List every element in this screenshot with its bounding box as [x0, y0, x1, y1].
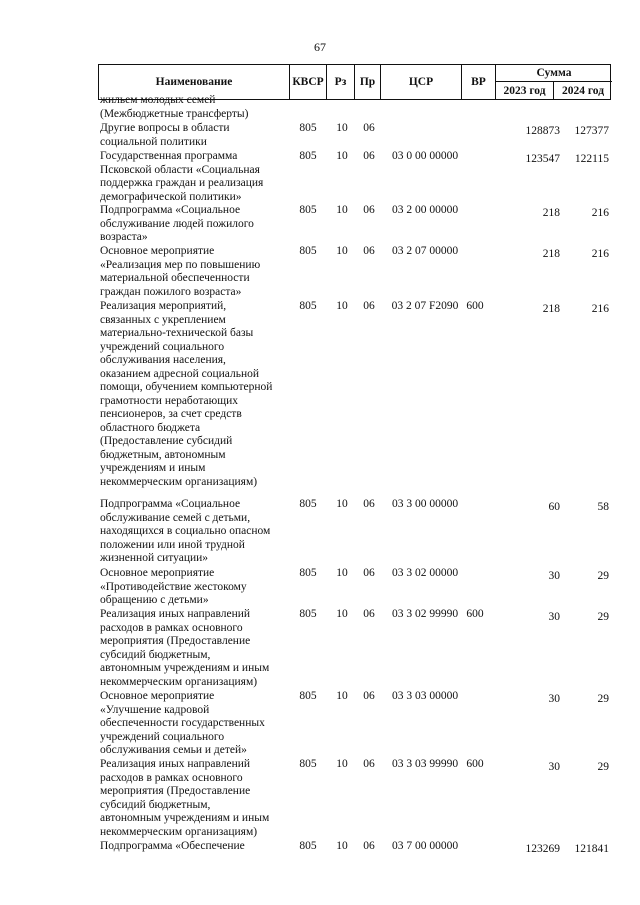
cell-rz: 10: [336, 204, 348, 216]
row-name-line: материальной обеспеченности: [100, 272, 250, 284]
row-name: [100, 94, 282, 121]
row-name-line: Основное мероприятие: [100, 245, 215, 257]
header-vr: ВР: [462, 65, 496, 99]
header-sum: Сумма: [496, 65, 612, 82]
row-name-line: «Противодействие жестокому: [100, 580, 247, 593]
cell-kvsr: 805: [299, 567, 317, 579]
cell-pr: 06: [363, 122, 375, 134]
row-name-line: некоммерческим организациям): [100, 825, 258, 838]
row-name-line: Подпрограмма «Обеспечение: [100, 840, 245, 852]
row-name-line: Основное мероприятие: [100, 567, 215, 579]
header-rz: Рз: [327, 65, 355, 99]
row-name: [100, 608, 282, 689]
row-name: [100, 245, 282, 299]
cell-2024: 121841: [574, 843, 609, 855]
header-kvsr: КВСР: [290, 65, 327, 99]
cell-kvsr: 805: [299, 204, 317, 216]
cell-csr: 03 3 00 00000: [391, 498, 459, 510]
row-name-line: оказанием адресной социальной: [100, 367, 260, 380]
row-name-line: (Предоставление субсидий: [100, 435, 233, 447]
row-name: [100, 300, 282, 489]
cell-pr: 06: [363, 758, 375, 770]
cell-rz: 10: [336, 498, 348, 510]
row-name-line: областного бюджета: [100, 421, 201, 434]
cell-2023: 128873: [525, 125, 560, 137]
cell-2023: 218: [542, 303, 560, 315]
row-name-line: помощи, обучением компьютерной: [100, 381, 273, 393]
cell-kvsr: 805: [299, 245, 317, 257]
cell-csr: 03 3 02 00000: [391, 567, 459, 579]
cell-rz: 10: [336, 245, 348, 257]
cell-2024: 58: [597, 501, 609, 513]
row-name: [100, 567, 282, 608]
cell-kvsr: 805: [299, 608, 317, 620]
cell-2024: 216: [591, 303, 609, 315]
row-name-line: (Межбюджетные трансферты): [100, 107, 249, 120]
cell-2024: 29: [597, 761, 609, 773]
row-name-line: положении или иной трудной: [100, 538, 245, 551]
header-name: Наименование: [99, 65, 290, 99]
cell-pr: 06: [363, 300, 375, 312]
row-name-line: грамотности неработающих: [100, 394, 239, 407]
row-name-line: автономным учреждениям и иным: [100, 812, 270, 824]
cell-pr: 06: [363, 840, 375, 852]
cell-kvsr: 805: [299, 498, 317, 510]
row-name-line: учреждениям и иным: [100, 462, 206, 474]
row-name-line: субсидий бюджетным,: [100, 798, 211, 811]
cell-rz: 10: [336, 567, 348, 579]
row-name-line: расходов в рамках основного: [100, 621, 243, 634]
row-name: [100, 690, 282, 758]
cell-pr: 06: [363, 245, 375, 257]
row-name-line: Реализация иных направлений: [100, 758, 251, 770]
cell-2024: 216: [591, 207, 609, 219]
cell-csr: 03 7 00 00000: [391, 840, 459, 852]
header-year-2024: 2024 год: [561, 84, 605, 97]
cell-pr: 06: [363, 204, 375, 216]
cell-rz: 10: [336, 840, 348, 852]
cell-2024: 216: [591, 248, 609, 260]
cell-2023: 60: [548, 501, 560, 513]
row-name-line: социальной политики: [100, 135, 207, 148]
row-name-line: находящихся в социально опасном: [100, 525, 271, 537]
cell-vr: 600: [466, 758, 484, 770]
row-name-line: субсидий бюджетным,: [100, 648, 211, 661]
cell-pr: 06: [363, 150, 375, 162]
row-name-line: Подпрограмма «Социальное: [100, 498, 241, 510]
header-year-2023: 2023 год: [496, 82, 554, 99]
cell-2023: 30: [548, 611, 560, 623]
cell-csr: 03 3 03 00000: [391, 690, 459, 702]
cell-csr: 03 2 00 00000: [391, 204, 459, 216]
cell-rz: 10: [336, 758, 348, 770]
row-name-line: «Улучшение кадровой: [100, 703, 210, 716]
cell-pr: 06: [363, 690, 375, 702]
row-name-line: Реализация мероприятий,: [100, 300, 227, 312]
cell-vr: 600: [466, 300, 484, 312]
header-pr: Пр: [355, 65, 381, 99]
cell-2023: 30: [548, 761, 560, 773]
cell-kvsr: 805: [299, 300, 317, 312]
row-name-line: бюджетным, автономным: [100, 448, 226, 461]
cell-2024: 122115: [574, 153, 609, 165]
row-name-line: обслуживание семей с детьми,: [100, 511, 251, 524]
row-name: [100, 122, 282, 149]
row-name-line: учреждений социального: [100, 730, 225, 743]
row-name-line: расходов в рамках основного: [100, 771, 243, 784]
header-csr: ЦСР: [381, 65, 462, 99]
page-number: 67: [314, 40, 326, 54]
row-name-line: пенсионеров, за счет средств: [100, 408, 242, 420]
row-name-line: учреждений социального: [100, 340, 225, 353]
row-name-line: Реализация иных направлений: [100, 608, 251, 620]
row-name-line: обслуживания населения,: [100, 354, 226, 366]
cell-vr: 600: [466, 608, 484, 620]
row-name-line: автономным учреждениям и иным: [100, 662, 270, 674]
row-name: [100, 498, 282, 566]
row-name-line: Другие вопросы в области: [100, 122, 230, 134]
row-name-line: обеспеченности государственных: [100, 717, 265, 729]
cell-csr: 03 3 02 99990: [391, 608, 459, 620]
cell-2023: 123547: [525, 153, 560, 165]
row-name-line: Подпрограмма «Социальное: [100, 204, 241, 216]
row-name-line: Государственная программа: [100, 150, 238, 162]
cell-kvsr: 805: [299, 150, 317, 162]
row-name: [100, 150, 282, 204]
cell-2023: 30: [548, 693, 560, 705]
row-name-line: мероприятия (Предоставление: [100, 635, 251, 647]
row-name-line: поддержка граждан и реализация: [100, 177, 264, 189]
row-name-line: материально-технической базы: [100, 327, 254, 339]
cell-rz: 10: [336, 150, 348, 162]
row-name-line: некоммерческим организациям): [100, 675, 258, 688]
cell-2024: 29: [597, 611, 609, 623]
cell-2024: 127377: [574, 125, 609, 137]
cell-kvsr: 805: [299, 840, 317, 852]
row-name-line: обращению с детьми»: [100, 594, 209, 606]
cell-rz: 10: [336, 300, 348, 312]
row-name-line: обслуживания семьи и детей»: [100, 744, 247, 756]
row-name-line: Псковской области «Социальная: [100, 163, 260, 176]
cell-2023: 218: [542, 207, 560, 219]
cell-rz: 10: [336, 690, 348, 702]
cell-rz: 10: [336, 608, 348, 620]
row-name: [100, 840, 282, 854]
row-name-line: некоммерческим организациям): [100, 475, 258, 488]
cell-csr: 03 0 00 00000: [391, 150, 459, 162]
row-name: [100, 758, 282, 839]
cell-pr: 06: [363, 608, 375, 620]
cell-rz: 10: [336, 122, 348, 134]
row-name-line: мероприятия (Предоставление: [100, 785, 251, 797]
cell-2024: 29: [597, 693, 609, 705]
cell-2023: 30: [548, 570, 560, 582]
row-name-line: обслуживание людей пожилого: [100, 217, 254, 230]
row-name-line: демографической политики»: [100, 190, 242, 203]
cell-pr: 06: [363, 498, 375, 510]
cell-kvsr: 805: [299, 758, 317, 770]
cell-csr: 03 3 03 99990: [391, 758, 459, 770]
row-name-line: возраста»: [100, 231, 148, 243]
row-name: [100, 204, 282, 245]
cell-2024: 29: [597, 570, 609, 582]
row-name-line: «Реализация мер по повышению: [100, 258, 261, 271]
cell-csr: 03 2 07 00000: [391, 245, 459, 257]
row-name-line: граждан пожилого возраста»: [100, 285, 242, 298]
row-name-line: связанных с укреплением: [100, 313, 226, 326]
row-name-line: жильем молодых семей: [100, 94, 216, 106]
cell-2023: 123269: [525, 843, 560, 855]
row-name-line: Основное мероприятие: [100, 690, 215, 702]
cell-csr: 03 2 07 F2090: [391, 300, 459, 312]
row-name-line: жизненной ситуации»: [100, 552, 209, 564]
cell-kvsr: 805: [299, 690, 317, 702]
cell-2023: 218: [542, 248, 560, 260]
cell-kvsr: 805: [299, 122, 317, 134]
cell-pr: 06: [363, 567, 375, 579]
